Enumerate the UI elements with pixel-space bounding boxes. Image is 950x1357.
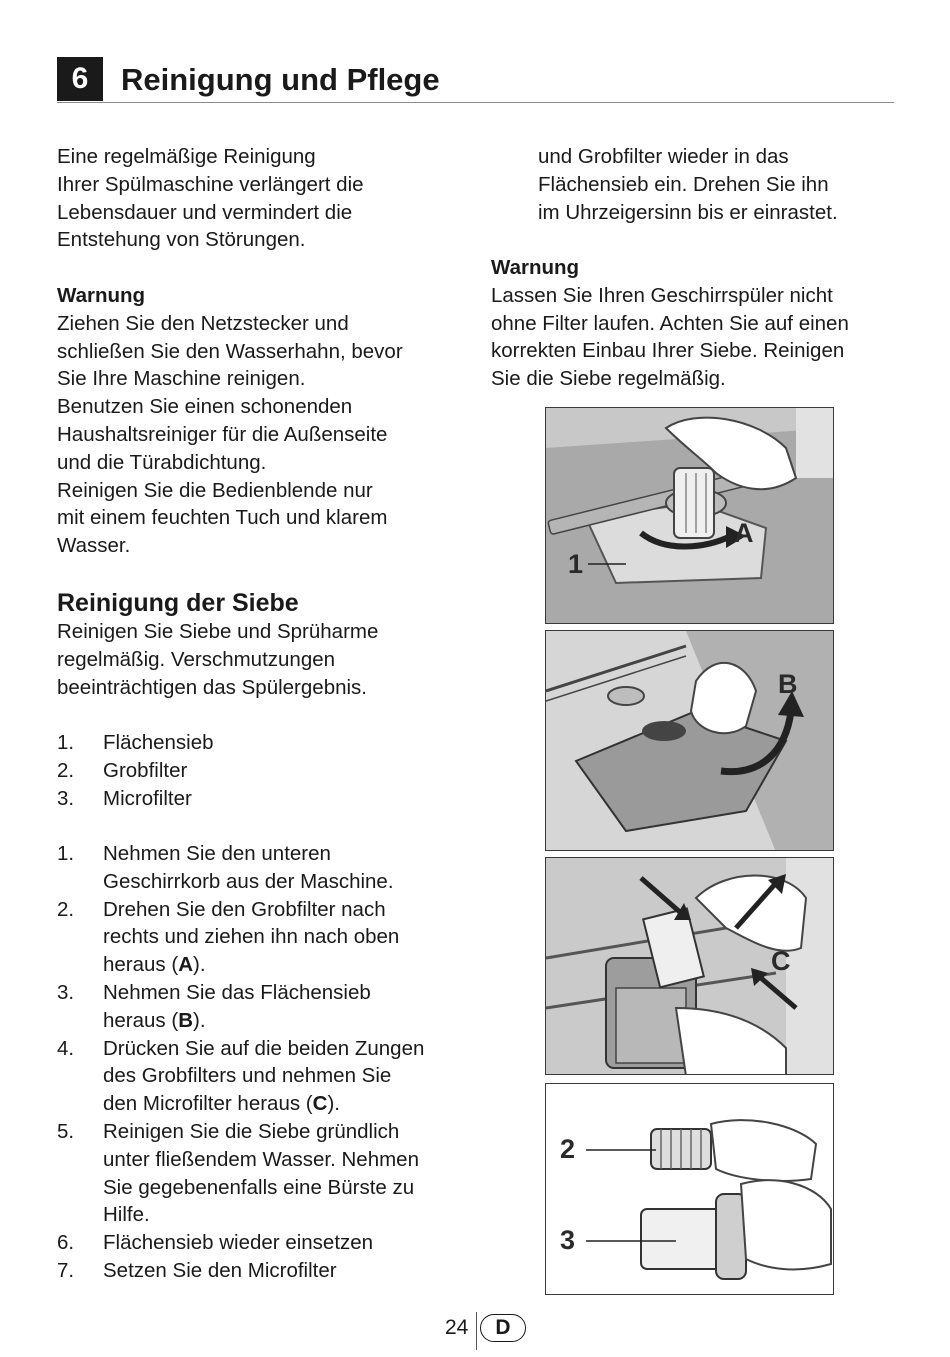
- list-item: 5. Reinigen Sie die Siebe gründlich unter fließendem Wasser. Nehmen Sie gegebenenfalls eine Bürste zu Hilfe.: [57, 1119, 419, 1227]
- illustration-drawing: [546, 858, 834, 1075]
- figure-label-2: 2: [560, 1134, 576, 1164]
- list-item: 6. Flächensieb wieder einsetzen: [57, 1231, 374, 1255]
- footer-divider: [476, 1312, 477, 1350]
- section-heading: Reinigung der Siebe: [57, 589, 299, 617]
- continuation-paragraph: und Grobfilter wieder in das Flächensieb ein. Drehen Sie ihn im Uhrzeigersinn bis er einrastet.: [538, 145, 838, 224]
- list-item: 1. Nehmen Sie den unteren Geschirrkorb aus der Maschine.: [57, 842, 394, 893]
- warning-block-2: Warnung Lassen Sie Ihren Geschirrspüler nicht ohne Filter laufen. Achten Sie auf einen korrekten Einbau Ihrer Siebe. Reinigen Sie die Siebe regelmäßig.: [491, 256, 849, 391]
- intro-paragraph: Eine regelmäßige Reinigung Ihrer Spülmaschine verlängert die Lebensdauer und vermindert die Entstehung von Störungen.: [57, 145, 364, 252]
- illustration-drawing: [546, 408, 834, 624]
- list-item: 3. Nehmen Sie das Flächensieb heraus (B).: [57, 980, 371, 1032]
- warning-title: Warnung: [491, 256, 580, 279]
- figure-label-3: 3: [560, 1225, 576, 1255]
- list-item: 2. Drehen Sie den Grobfilter nach rechts und ziehen ihn nach oben heraus (A).: [57, 897, 400, 977]
- illustration-remove-coarse-filter: [545, 407, 834, 624]
- list-item: 3. Microfilter: [57, 786, 192, 810]
- chapter-header: [57, 57, 894, 103]
- parts-list: [57, 729, 214, 812]
- warning-block-1: Warnung Ziehen Sie den Netzstecker und schließen Sie den Wasserhahn, bevor Sie Ihre Maschine reinigen. Benutzen Sie einen schonenden Haushaltsreiniger für die Außenseite und die Türabdichtung. Reinigen Sie die Bedienblende nur mit einem feuchten Tuch und klarem Wasser.: [57, 284, 403, 558]
- section-intro: Reinigen Sie Siebe und Sprüharme regelmäßig. Verschmutzungen beeinträchtigen das Spülergebnis.: [57, 620, 379, 699]
- steps-list: [57, 840, 424, 1285]
- figure-label-a: A: [734, 518, 754, 548]
- figure-label-b: B: [778, 669, 798, 699]
- list-item: 4. Drücken Sie auf die beiden Zungen des Grobfilters und nehmen Sie den Microfilter heraus (C).: [57, 1036, 425, 1116]
- list-item: 1. Flächensieb: [57, 731, 214, 754]
- warning-title: Warnung: [57, 284, 146, 307]
- page-number: 24: [445, 1316, 469, 1339]
- chapter-title: Reinigung und Pflege: [121, 62, 440, 97]
- illustration-remove-flat-sieve: [545, 630, 834, 851]
- list-item: 2. Grobfilter: [57, 758, 188, 782]
- illustration-drawing: [546, 631, 834, 851]
- figure-label-1: 1: [568, 549, 584, 579]
- language-badge: D: [480, 1314, 526, 1342]
- illustration-filter-parts: [545, 1083, 834, 1295]
- chapter-number: 6: [57, 57, 103, 101]
- illustration-remove-microfilter: [545, 857, 834, 1075]
- illustration-drawing: [546, 1084, 834, 1295]
- figure-label-c: C: [771, 946, 791, 976]
- list-item: 7. Setzen Sie den Microfilter: [57, 1258, 337, 1282]
